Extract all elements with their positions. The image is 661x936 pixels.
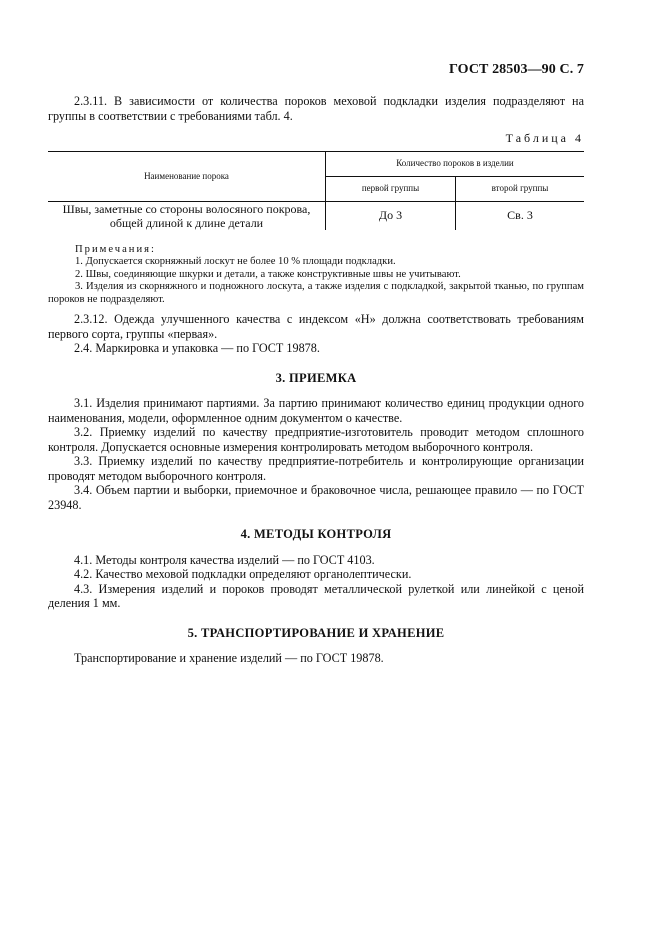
paragraph-2-3-11: 2.3.11. В зависимости от количества пороков меховой подкладки изделия подразделяют на группы в соответствии с требованиями табл. 4. xyxy=(48,94,584,123)
paragraph-3-3: 3.3. Приемку изделий по качеству предприятие-потребитель и контролирующие организации проводят методом выборочного контроля. xyxy=(48,454,584,483)
paragraph-3-4: 3.4. Объем партии и выборки, приемочное и браковочное числа, решающее правило — по ГОСТ 23948. xyxy=(48,483,584,512)
table-row xyxy=(48,201,584,230)
table-notes xyxy=(48,244,584,307)
document-body xyxy=(48,94,584,666)
group-2-value-cell: Св. 3 xyxy=(507,208,533,223)
note-item: 3. Изделия из скорняжного и подножного лоскута, а также изделия с подкладкой, закрытой тканью, по группам пороков не подразделяют. xyxy=(48,281,584,305)
paragraph-5: Транспортирование и хранение изделий — по ГОСТ 19878. xyxy=(74,651,384,666)
paragraph-3-2: 3.2. Приемку изделий по качеству предприятие-изготовитель проводит методом сплошного контроля. Допускается основные измерения контролировать методом выборочного контроля. xyxy=(48,425,584,454)
note-item: 2. Швы, соединяющие шкурки и детали, а также конструктивные швы не учитывают. xyxy=(75,268,461,280)
paragraph-4-3: 4.3. Измерения изделий и пороков проводят металлической рулеткой или линейкой с ценой деления 1 мм. xyxy=(48,581,584,611)
notes-heading: Примечания: xyxy=(75,243,156,255)
paragraph-2-3-12: 2.3.12. Одежда улучшенного качества с индексом «Н» должна соответствовать требованиям первого сорта, группы «первая». xyxy=(48,312,584,341)
paragraph-2-4: 2.4. Маркировка и упаковка — по ГОСТ 19878. xyxy=(74,341,320,356)
column-header-defect-name: Наименование порока xyxy=(48,151,326,201)
defect-name-cell: Швы, заметные со стороны волосяного покрова, общей длиной к длине детали xyxy=(48,201,326,230)
paragraph-3-1: 3.1. Изделия принимают партиями. За партию принимают количество единиц продукции одного наименования, модели, оформленное одним документом о качестве. xyxy=(48,396,584,425)
column-header-group-2: второй группы xyxy=(456,176,585,201)
paragraph-4-2: 4.2. Качество меховой подкладки определяют органолептически. xyxy=(74,567,412,582)
column-header-group-1: первой группы xyxy=(326,176,456,201)
group-1-value-cell: До 3 xyxy=(326,201,456,230)
column-header-defect-count: Количество пороков в изделии xyxy=(326,151,585,176)
defects-table xyxy=(48,151,584,230)
section-3-title: 3. ПРИЕМКА xyxy=(275,370,357,385)
note-item: 1. Допускается скорняжный лоскут не более 10 % площади подкладки. xyxy=(75,256,396,268)
page-header: ГОСТ 28503—90 С. 7 xyxy=(449,62,584,77)
paragraph-4-1: 4.1. Методы контроля качества изделий — по ГОСТ 4103. xyxy=(74,552,375,567)
section-5-title: 5. ТРАНСПОРТИРОВАНИЕ И ХРАНЕНИЕ xyxy=(187,625,445,640)
section-4-title: 4. МЕТОДЫ КОНТРОЛЯ xyxy=(240,527,392,542)
table-caption: Таблица 4 xyxy=(505,131,584,145)
